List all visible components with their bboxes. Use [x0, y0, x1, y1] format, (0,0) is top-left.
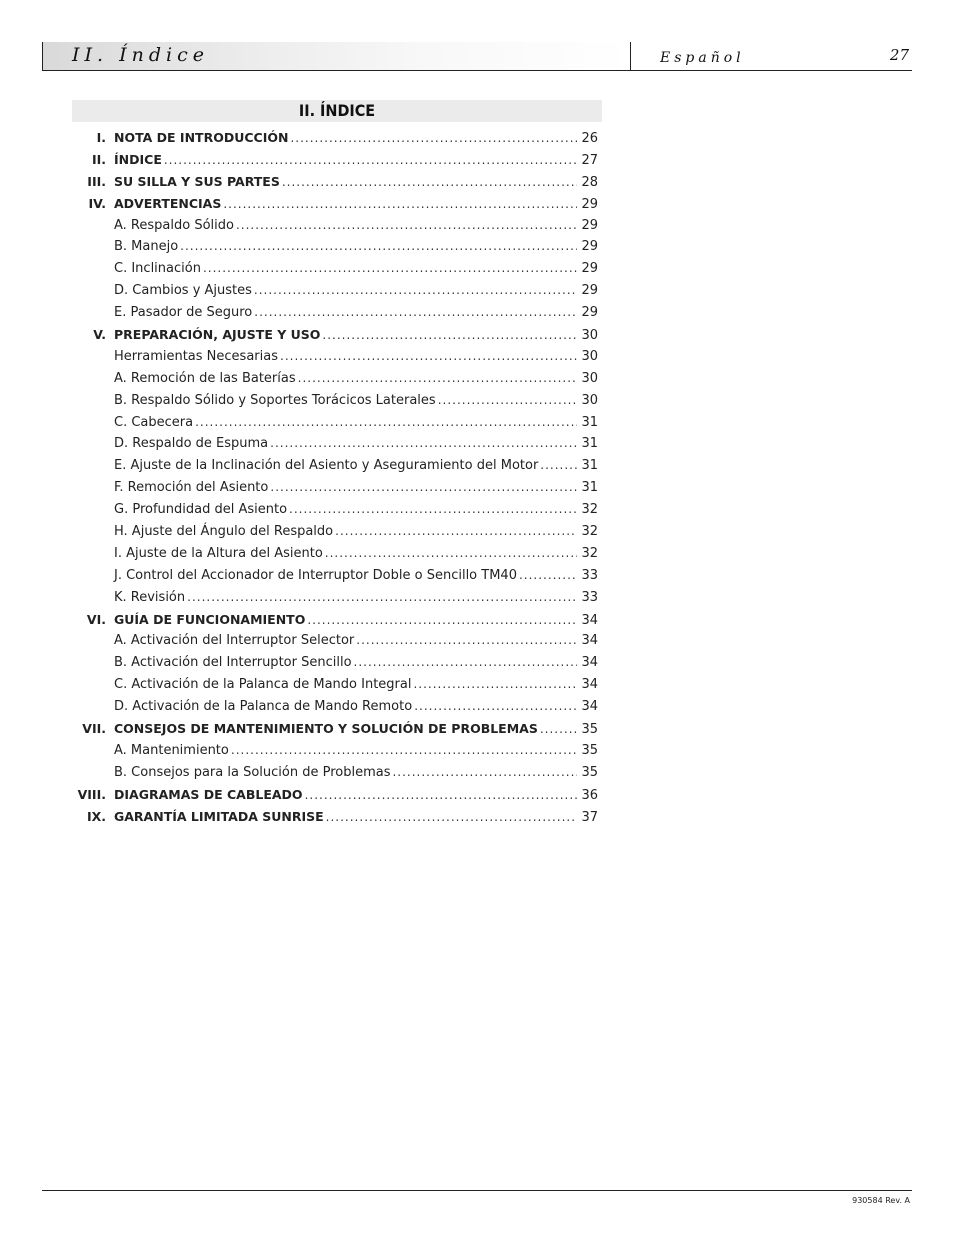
toc-entry [114, 696, 598, 718]
toc-entry-title: ADVERTENCIAS [114, 195, 222, 211]
toc-dot-leader [180, 236, 577, 258]
toc-dot-leader [231, 740, 577, 762]
toc-entry-title: ÍNDICE [114, 151, 162, 167]
toc-dot-leader [326, 807, 577, 829]
toc-entry [114, 740, 598, 762]
toc-page-number: 32 [581, 545, 598, 561]
toc-entry [114, 806, 598, 829]
toc-page-number: 33 [581, 589, 598, 605]
toc-row [72, 762, 598, 784]
toc-entry [114, 258, 598, 280]
toc-row [72, 784, 598, 806]
toc-page-number: 31 [581, 480, 598, 496]
toc-page-number: 26 [581, 131, 598, 146]
toc-page-number: 30 [581, 392, 598, 408]
toc-section-number: VII. [82, 721, 106, 737]
header-language: Español [660, 50, 745, 66]
toc-entry-title: J. Control del Accionador de Interruptor Doble o Sencillo TM40 [114, 567, 517, 583]
toc-page-number: 30 [581, 348, 598, 364]
toc-page-number: 31 [581, 458, 598, 474]
toc-entry-title: B. Consejos para la Solución de Problemas [114, 764, 391, 780]
toc-entry [114, 236, 598, 258]
toc-entry-title: I. Ajuste de la Altura del Asiento [114, 545, 323, 561]
toc-dot-leader [195, 412, 577, 434]
toc-page-number: 34 [581, 655, 598, 671]
toc-entry-title: D. Respaldo de Espuma [114, 436, 269, 452]
toc-dot-leader [289, 499, 577, 521]
toc-dot-leader [236, 215, 577, 237]
toc-page-number: 29 [581, 305, 598, 321]
toc-page-number: 32 [581, 524, 598, 540]
toc-section-number: V. [93, 327, 106, 343]
toc-dot-leader [325, 543, 577, 565]
toc-page-number: 29 [581, 283, 598, 299]
toc-page-number: 29 [581, 196, 598, 212]
toc-row [72, 236, 598, 258]
toc-dot-leader [307, 610, 577, 632]
toc-entry [114, 127, 598, 150]
toc-page-number: 34 [581, 699, 598, 715]
toc-row [72, 302, 598, 324]
toc-entry-title: GUÍA DE FUNCIONAMIENTO [114, 611, 306, 627]
toc-entry-title: D. Cambios y Ajustes [114, 283, 252, 299]
toc-dot-leader [270, 477, 577, 499]
footer-doc-number: 930584 Rev. A [852, 1196, 910, 1205]
toc-row [72, 433, 598, 455]
toc-row [72, 652, 598, 674]
toc-row [72, 455, 598, 477]
toc-entry [114, 477, 598, 499]
toc-row [72, 806, 598, 828]
toc-page-number: 30 [581, 328, 598, 344]
toc-dot-leader [540, 455, 577, 477]
toc-dot-leader [335, 521, 577, 543]
toc-dot-leader [519, 565, 577, 587]
toc-page-number: 37 [581, 809, 598, 825]
toc-entry-title: B. Activación del Interruptor Sencillo [114, 655, 352, 671]
toc-dot-leader [164, 150, 577, 172]
toc-entry-title: D. Activación de la Palanca de Mando Remoto [114, 699, 413, 715]
toc-entry [114, 630, 598, 652]
header-title: II. Índice [72, 44, 209, 66]
toc-page-number: 27 [581, 152, 598, 168]
toc-section-number: III. [87, 173, 106, 189]
toc-dot-leader [203, 258, 577, 280]
toc-row [72, 543, 598, 565]
toc-entry-title: DIAGRAMAS DE CABLEADO [114, 786, 303, 802]
toc-row [72, 193, 598, 215]
toc-entry-title: GARANTÍA LIMITADA SUNRISE [114, 808, 324, 824]
footer-rule [42, 1190, 912, 1191]
toc-entry-title: CONSEJOS DE MANTENIMIENTO Y SOLUCIÓN DE PROBLEMAS [114, 721, 538, 737]
toc-entry [114, 762, 598, 784]
toc-entry [114, 587, 598, 609]
toc-dot-leader [305, 785, 577, 807]
toc-dot-leader [254, 302, 577, 324]
toc-entry-title: PREPARACIÓN, AJUSTE Y USO [114, 327, 321, 343]
toc-entry [114, 499, 598, 521]
toc-dot-leader [540, 719, 577, 741]
toc-row [72, 324, 598, 346]
toc-dot-leader [413, 674, 577, 696]
toc-entry [114, 455, 598, 477]
toc-row [72, 280, 598, 302]
toc-dot-leader [298, 368, 577, 390]
toc-page-number: 34 [581, 633, 598, 649]
toc-section-number: IV. [88, 195, 106, 211]
toc-dot-leader [322, 325, 577, 347]
toc-row [72, 609, 598, 631]
toc-row [72, 412, 598, 434]
toc-dot-leader [414, 696, 577, 718]
toc-section-number: VI. [86, 611, 106, 627]
header-rule [42, 70, 912, 71]
toc-page-number: 36 [581, 787, 598, 803]
toc-page-number: 29 [581, 261, 598, 277]
toc-page-number: 31 [581, 414, 598, 430]
toc-entry-title: F. Remoción del Asiento [114, 480, 269, 496]
toc-entry [114, 565, 598, 587]
toc-dot-leader [354, 652, 577, 674]
toc-entry-title: A. Remoción de las Baterías [114, 370, 296, 386]
toc-page-number: 35 [581, 722, 598, 738]
toc-page-number: 30 [581, 370, 598, 386]
toc-row [72, 718, 598, 740]
toc-row [72, 740, 598, 762]
toc-page-number: 34 [581, 612, 598, 628]
toc-entry-title: SU SILLA Y SUS PARTES [114, 173, 280, 189]
toc-dot-leader [438, 390, 577, 412]
toc-entry [114, 412, 598, 434]
toc-entry-title: B. Manejo [114, 239, 179, 255]
toc-entry-title: A. Respaldo Sólido [114, 217, 234, 233]
toc-row [72, 258, 598, 280]
header-divider [630, 42, 631, 71]
toc-entry [114, 674, 598, 696]
toc-entry-title: H. Ajuste del Ángulo del Respaldo [114, 524, 334, 540]
toc-entry [114, 368, 598, 390]
toc-entry [114, 521, 598, 543]
toc-section-number: II. [91, 151, 106, 167]
toc-row [72, 674, 598, 696]
toc-entry-title: C. Cabecera [114, 414, 194, 430]
toc-row [72, 630, 598, 652]
toc-dot-leader [356, 630, 577, 652]
toc-dot-leader [254, 280, 577, 302]
toc-page-number: 34 [581, 677, 598, 693]
table-of-contents [72, 127, 598, 828]
toc-row [72, 215, 598, 237]
toc-entry [114, 280, 598, 302]
toc-entry [114, 433, 598, 455]
toc-row [72, 171, 598, 193]
toc-row [72, 127, 598, 149]
toc-entry [114, 171, 598, 194]
toc-section-number: IX. [86, 808, 106, 824]
toc-entry-title: Herramientas Necesarias [114, 348, 278, 364]
toc-section-number: I. [96, 130, 106, 145]
toc-page-number: 31 [581, 436, 598, 452]
toc-dot-leader [187, 587, 577, 609]
toc-page-number: 28 [581, 174, 598, 190]
toc-entry [114, 543, 598, 565]
toc-page-number: 35 [581, 742, 598, 758]
toc-entry [114, 302, 598, 324]
toc-row [72, 587, 598, 609]
toc-row [72, 346, 598, 368]
toc-page-number: 35 [581, 764, 598, 780]
toc-page-number: 33 [581, 567, 598, 583]
toc-entry [114, 390, 598, 412]
toc-page-number: 29 [581, 239, 598, 255]
toc-dot-leader [270, 433, 577, 455]
toc-dot-leader [282, 172, 577, 194]
toc-entry-title: B. Respaldo Sólido y Soportes Torácicos Laterales [114, 392, 436, 408]
toc-entry [114, 149, 598, 172]
toc-entry [114, 193, 598, 216]
toc-entry [114, 324, 598, 347]
toc-row [72, 499, 598, 521]
toc-row [72, 149, 598, 171]
toc-entry-title: C. Inclinación [114, 261, 201, 277]
toc-entry [114, 215, 598, 237]
toc-row [72, 696, 598, 718]
toc-dot-leader [290, 128, 577, 150]
toc-dot-leader [392, 762, 577, 784]
toc-row [72, 390, 598, 412]
page-number: 27 [889, 46, 909, 64]
toc-entry [114, 652, 598, 674]
toc-row [72, 521, 598, 543]
toc-entry [114, 346, 598, 368]
toc-section-number: VIII. [77, 786, 106, 802]
toc-row [72, 565, 598, 587]
toc-entry-title: G. Profundidad del Asiento [114, 502, 288, 518]
toc-entry [114, 718, 598, 741]
toc-entry-title: E. Ajuste de la Inclinación del Asiento y Aseguramiento del Motor [114, 458, 539, 474]
toc-row [72, 368, 598, 390]
toc-entry-title: K. Revisión [114, 589, 186, 605]
toc-row [72, 477, 598, 499]
toc-dot-leader [280, 346, 577, 368]
toc-entry-title: NOTA DE INTRODUCCIÓN [114, 130, 289, 145]
toc-entry-title: C. Activación de la Palanca de Mando Integral [114, 677, 412, 693]
toc-heading: II. ÍNDICE [72, 100, 602, 122]
toc-entry-title: E. Pasador de Seguro [114, 305, 253, 321]
toc-entry-title: A. Mantenimiento [114, 742, 229, 758]
toc-entry-title: A. Activación del Interruptor Selector [114, 633, 355, 649]
toc-page-number: 32 [581, 502, 598, 518]
toc-dot-leader [223, 194, 577, 216]
toc-entry [114, 784, 598, 807]
toc-page-number: 29 [581, 217, 598, 233]
toc-entry [114, 609, 598, 632]
